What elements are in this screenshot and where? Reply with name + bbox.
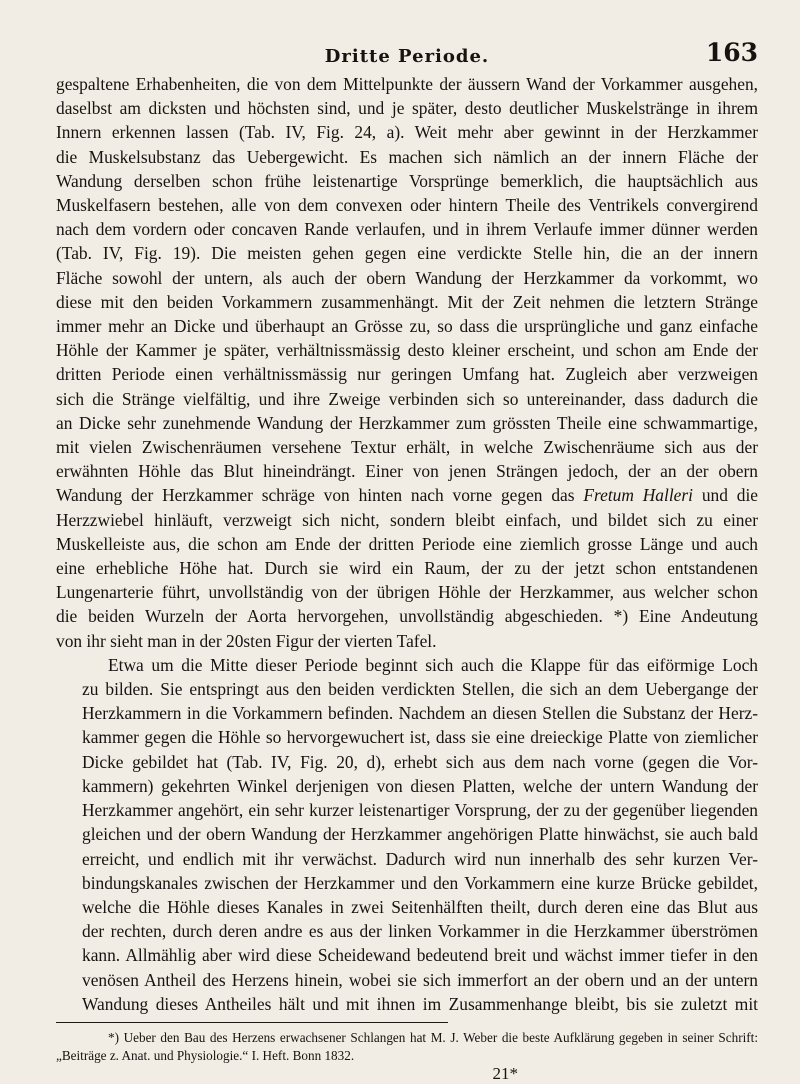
text-line: Lungenarterie führt, unvollständig von der übrigen Höhle der Herzkammer, aus welcher schon	[56, 582, 758, 603]
body-text	[56, 72, 758, 1016]
text-line: die Muskelsubstanz das Uebergewicht. Es machen sich nämlich an der innern Fläche der	[56, 146, 758, 167]
text-line: Wandung dieses Antheiles hält und mit ihnen im Zusammenhange bleibt, bis sie zuletzt mit	[82, 993, 758, 1014]
text-line: erreicht, und endlich mit ihr verwächst. Dadurch wird nun innerhalb des sehr kurzen Ver-	[82, 848, 758, 869]
text-line: gespaltene Erhabenheiten, die von dem Mittelpunkte der äussern Wand der Vorkammer ausgehen,	[56, 74, 758, 94]
text-line: kammern) gekehrten Winkel derjenigen von diesen Platten, welche der untern Wandung der	[82, 775, 758, 796]
text-line: (Tab. IV, Fig. 19). Die meisten gehen gegen eine verdickte Stelle hin, die an der innern	[56, 243, 758, 264]
text-line: die beiden Wurzeln der Aorta hervorgehen, unvollständig abgeschieden. *) Eine Andeutung	[56, 606, 758, 627]
text-line: Wandung derselben schon frühe leistenartige Vorsprünge bemerklich, die hauptsächlich aus	[56, 170, 758, 191]
text-line: Herzzwiebel hinläuft, verzweigt sich nicht, sondern bleibt einfach, und bildet sich zu einer	[56, 509, 758, 530]
page	[56, 38, 758, 1084]
paragraph	[56, 72, 758, 653]
text-line: kammer gegen die Höhle so hervorgewuchert ist, dass sie eine dreieckige Platte von ziemlicher	[82, 727, 758, 748]
text-line: von ihr sieht man in der 20sten Figur der vierten Tafel.	[56, 630, 437, 651]
text-line: welche die Höhle dieses Kanales in zwei Seitenhälften theilt, durch deren eine das Blut aus	[82, 896, 758, 917]
text-line: daselbst am dicksten und höchsten sind, und je später, desto deutlicher Muskelstränge in ihrem	[56, 98, 758, 119]
footnote: *) Ueber den Bau des Herzens erwachsener Schlangen hat M. J. Weber die beste Aufklärung gegeben in seiner Schrift: „Beiträge z. Anat. und Physiologie.“ I. Heft. Bonn 1832.	[56, 1029, 758, 1063]
text-line: Herzkammern in die Vorkammern befinden. Nachdem an diesen Stellen die Substanz der Herz-	[82, 703, 758, 724]
text-line: bindungskanales zwischen der Herzkammer und den Vorkammern eine kurze Brücke gebildet,	[82, 872, 758, 893]
text-line: Herzkammer angehört, ein sehr kurzer leistenartiger Vorsprung, der zu der gegenüber liegenden	[82, 800, 758, 821]
signature-mark: 21*	[492, 1063, 518, 1083]
page-number: 163	[705, 38, 758, 67]
text-line: Wandung der Herzkammer schräge von hinten nach vorne gegen das Fretum Halleri und die	[56, 485, 758, 506]
text-line: dritten Periode einen verhältnissmässig nur geringen Umfang hat. Zugleich aber verzweigen	[56, 364, 758, 385]
italic-term: Fretum Halleri	[583, 485, 693, 506]
text-line: Dicke gebildet hat (Tab. IV, Fig. 20, d), erhebt sich aus dem nach vorne (gegen die Vor-	[82, 751, 758, 772]
text-line: sich die Stränge vielfältig, und ihre Zweige verbinden sich so untereinander, dass dadurch die	[56, 388, 758, 409]
text-line: zu bilden. Sie entspringt aus den beiden verdickten Stellen, die sich an dem Uebergange der	[82, 679, 758, 700]
text-line: Höhle der Kammer je später, verhältnissmässig desto kleiner erscheint, und schon am Ende der	[56, 340, 758, 361]
text-line: Fläche sowohl der untern, als auch der obern Wandung der Herzkammer da vorkommt, wo	[56, 267, 758, 288]
text-line: gleichen und der obern Wandung der Herzkammer angehörigen Platte hinwächst, sie auch bald	[82, 824, 758, 845]
running-head	[56, 38, 758, 72]
text-line: kann. Allmählig aber wird diese Scheidewand bedeutend breit und wächst immer tiefer in den	[82, 945, 758, 966]
text-line: Etwa um die Mitte dieser Periode beginnt sich auch die Klappe für das eiförmige Loch	[108, 654, 758, 675]
text-line: erwähnten Höhle das Blut hineindrängt. Einer von jenen Strängen jedoch, der an der obern	[56, 461, 758, 482]
text-line: mit vielen Zwischenräumen versehene Textur erhält, in welche Zwischenräume sich aus der	[56, 437, 758, 458]
text-line: Muskelfasern bestehen, alle von dem convexen oder hintern Theile des Ventrikels convergirend	[56, 195, 758, 216]
text-line: Muskelleiste aus, die schon am Ende der dritten Periode eine ziemlich grosse Länge und auch	[56, 533, 758, 554]
text-line: venösen Antheil des Herzens hinein, wobei sie sich immerfort an der obern und an der untern	[82, 969, 758, 990]
text-line: diese mit den beiden Vorkammern zusammenhängt. Mit der Zeit nehmen die letztern Stränge	[56, 291, 758, 312]
text-line: immer mehr an Dicke und überhaupt an Grösse zu, so dass die ursprüngliche und ganz einfache	[56, 316, 758, 337]
text-line: Innern erkennen lassen (Tab. IV, Fig. 24, a). Weit mehr aber gewinnt in der Herzkammer	[56, 122, 758, 143]
text-line: an Dicke sehr zunehmende Wandung der Herzkammer zum grössten Theile eine schwammartige,	[56, 412, 758, 433]
running-title: Dritte Periode.	[324, 46, 490, 67]
text-line: nach dem vordern oder concaven Rande verlaufen, und in ihrem Verlaufe immer dünner werden	[56, 219, 758, 240]
text-line: der rechten, durch deren andre es aus der linken Vorkammer in die Herzkammer überströmen	[82, 921, 758, 942]
paragraph	[56, 653, 758, 1016]
text-line: eine erhebliche Höhe hat. Durch sie wird ein Raum, der zu der jetzt schon entstandenen	[56, 558, 758, 579]
footnote-rule	[56, 1022, 448, 1023]
